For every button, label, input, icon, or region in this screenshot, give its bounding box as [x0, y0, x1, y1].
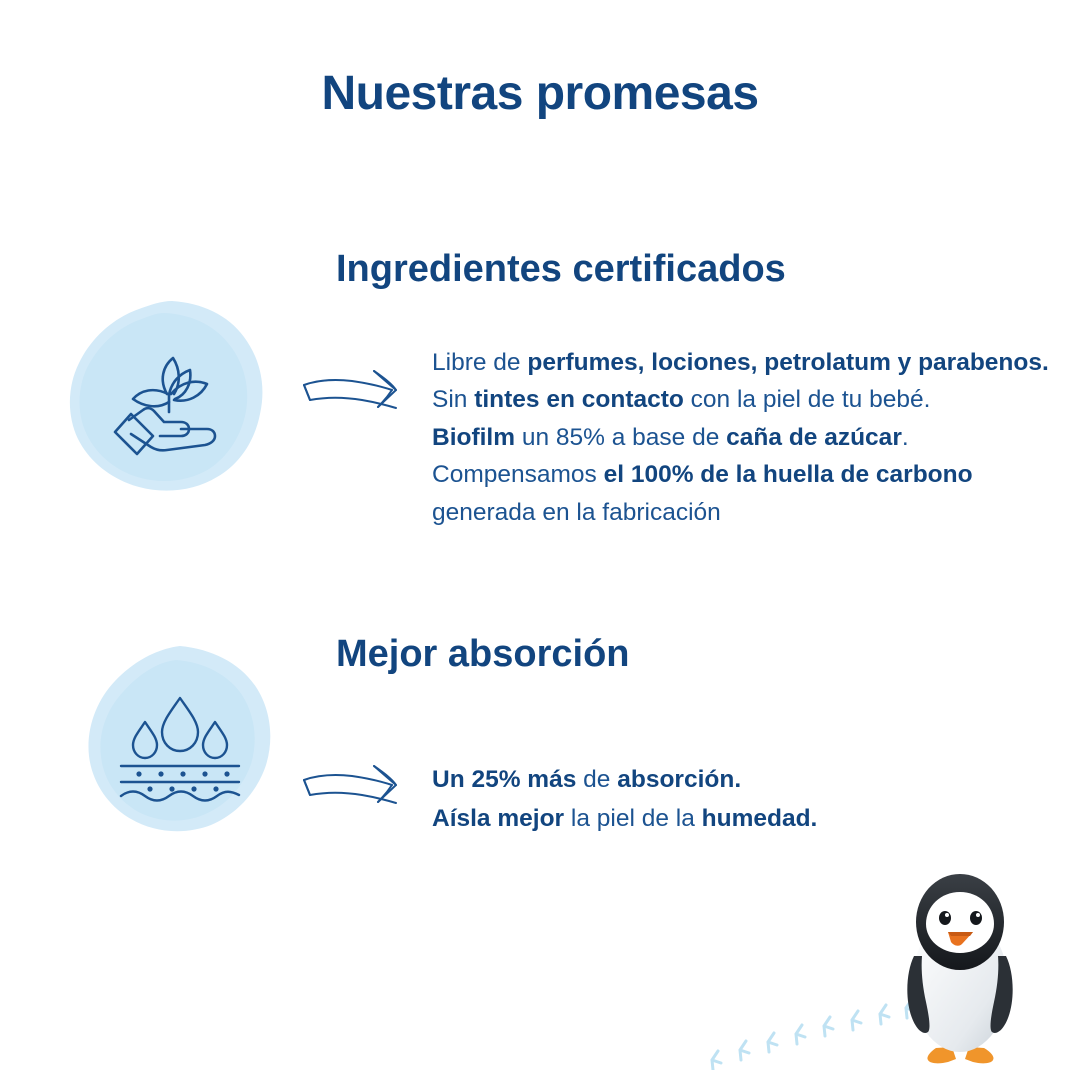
promise-line: Compensamos el 100% de la huella de carbono generada en la fabricación [432, 461, 973, 526]
water-drops-absorption-icon [70, 640, 290, 860]
promise-text-1 [432, 344, 1052, 531]
promise-title-1: Ingredientes certificados [336, 248, 786, 290]
promise-title-2: Mejor absorción [336, 633, 630, 675]
arrow-right-sketch-icon [300, 363, 420, 423]
promise-text-2 [432, 760, 1052, 838]
promise-line: Libre de perfumes, lociones, petrolatum y parabenos. [432, 349, 1049, 376]
promise-line: Aísla mejor la piel de la humedad. [432, 805, 818, 833]
promise-block-ingredients [0, 248, 1080, 628]
page-title: Nuestras promesas [321, 67, 759, 120]
promise-line: Un 25% más de absorción. [432, 766, 742, 793]
promise-line: Biofilm un 85% a base de caña de azúcar. [432, 423, 909, 451]
hand-holding-leaves-icon [60, 293, 280, 513]
arrow-right-sketch-icon [300, 758, 420, 818]
promise-line: Sin tintes en contacto con la piel de tu bebé. [432, 386, 931, 414]
penguin-mascot-image [888, 852, 1038, 1072]
